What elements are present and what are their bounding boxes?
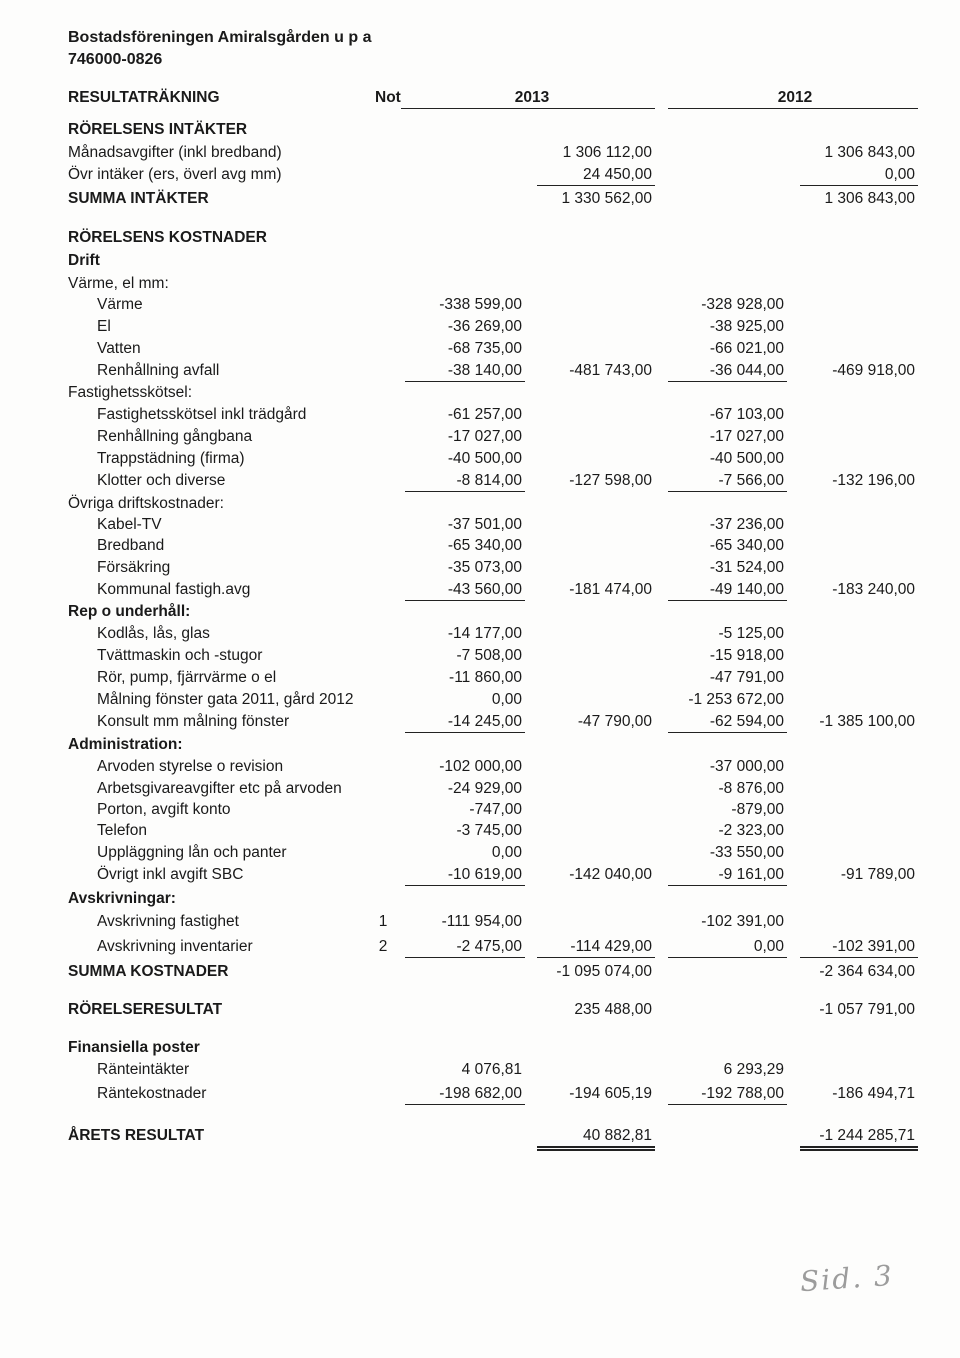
line-item-label: Värme xyxy=(97,296,143,313)
amount-2012: -192 788,00 xyxy=(668,1084,787,1105)
amount-2013: -36 269,00 xyxy=(447,318,522,335)
line-item-row xyxy=(0,912,960,936)
line-item-row xyxy=(0,361,960,385)
net-result-2012: -1 244 285,71 xyxy=(800,1126,918,1151)
group-heading: Finansiella poster xyxy=(68,1039,200,1056)
line-item-label: Ränteintäkter xyxy=(97,1061,190,1078)
section-heading-row xyxy=(0,228,960,252)
line-item-label: Avskrivning fastighet xyxy=(97,913,239,930)
amount-2013: -111 954,00 xyxy=(441,913,522,930)
line-item-row xyxy=(0,317,960,341)
amount-2013: -14 245,00 xyxy=(405,712,525,733)
line-item-row xyxy=(0,712,960,736)
subtotal-2013: -114 429,00 xyxy=(537,937,655,958)
amount-2013: -102 000,00 xyxy=(439,758,522,775)
line-item-row xyxy=(0,690,960,714)
year-current-header: 2013 xyxy=(401,88,655,109)
subtotal-2012: -183 240,00 xyxy=(832,581,915,598)
line-item-row xyxy=(0,646,960,670)
total-2012: -2 364 634,00 xyxy=(819,963,915,980)
line-item-label: Uppläggning lån och panter xyxy=(97,844,287,861)
line-item-row xyxy=(0,449,960,473)
subtotal-2012: -469 918,00 xyxy=(832,362,915,379)
line-item-label: Klotter och diverse xyxy=(97,472,226,489)
amount-2012: -2 323,00 xyxy=(718,822,784,839)
total-label: SUMMA INTÄKTER xyxy=(68,190,209,207)
amount-2012: -49 140,00 xyxy=(668,580,787,601)
line-item-label: Kommunal fastigh.avg xyxy=(97,581,251,598)
line-item-row xyxy=(0,536,960,560)
note-reference: 2 xyxy=(378,938,388,955)
statement-title: RESULTATRÄKNING xyxy=(68,89,220,106)
total-label: SUMMA KOSTNADER xyxy=(68,963,229,980)
subtotal-2013: -481 743,00 xyxy=(569,362,652,379)
line-item-label: Porton, avgift konto xyxy=(97,801,231,818)
handwritten-page-number: Sid. 3 xyxy=(798,1258,895,1299)
amount-2012: 1 306 843,00 xyxy=(824,144,915,161)
amount-2012: -7 566,00 xyxy=(668,471,787,492)
amount-2012: -15 918,00 xyxy=(709,647,784,664)
line-item-row xyxy=(0,295,960,319)
line-item-row xyxy=(0,1084,960,1108)
group-heading-row xyxy=(0,889,960,913)
line-item-label: Försäkring xyxy=(97,559,171,576)
amount-2012: -36 044,00 xyxy=(668,361,787,382)
amount-2013: -747,00 xyxy=(469,801,522,818)
line-item-row xyxy=(0,668,960,692)
group-heading-row xyxy=(0,735,960,759)
line-item-row xyxy=(0,580,960,604)
amount-2013: -35 073,00 xyxy=(447,559,522,576)
line-item-label: Arbetsgivareavgifter etc på arvoden xyxy=(97,780,342,797)
subtotal-2013: -47 790,00 xyxy=(577,713,652,730)
subtotal-2012: -132 196,00 xyxy=(832,472,915,489)
amount-2012: -65 340,00 xyxy=(709,537,784,554)
amount-2012: -62 594,00 xyxy=(668,712,787,733)
line-item-label: Målning fönster gata 2011, gård 2012 xyxy=(97,691,354,708)
operating-result-label: RÖRELSERESULTAT xyxy=(68,1001,223,1018)
amount-2013: -10 619,00 xyxy=(405,865,525,886)
group-heading: Administration: xyxy=(68,736,183,753)
amount-2012: -5 125,00 xyxy=(718,625,784,642)
amount-2012: -40 500,00 xyxy=(709,450,784,467)
line-item-label: Renhållning avfall xyxy=(97,362,220,379)
section-heading: RÖRELSENS KOSTNADER xyxy=(68,229,267,246)
note-column-header: Not xyxy=(375,89,401,106)
total-2013: 1 330 562,00 xyxy=(561,190,652,207)
line-item-label: Trappstädning (firma) xyxy=(97,450,245,467)
org-number-row xyxy=(0,50,960,74)
section-heading: RÖRELSENS INTÄKTER xyxy=(68,121,248,138)
subtotal-2012: -91 789,00 xyxy=(840,866,915,883)
line-item-label: Övrigt inkl avgift SBC xyxy=(97,866,244,883)
total-row xyxy=(0,1000,960,1024)
amount-2012: -1 253 672,00 xyxy=(688,691,784,708)
total-2013: -1 095 074,00 xyxy=(556,963,652,980)
line-item-row xyxy=(0,821,960,845)
total-row xyxy=(0,189,960,213)
year-previous-header: 2012 xyxy=(668,88,918,109)
line-item-row xyxy=(0,558,960,582)
net-result-row xyxy=(0,1126,960,1150)
line-item-label: Kabel-TV xyxy=(97,516,162,533)
subtotal-2013: -181 474,00 xyxy=(569,581,652,598)
amount-2012: -17 027,00 xyxy=(709,428,784,445)
amount-2013: -24 929,00 xyxy=(447,780,522,797)
group-heading: Övriga driftskostnader: xyxy=(68,495,224,512)
amount-2012: -66 021,00 xyxy=(709,340,784,357)
group-heading-row xyxy=(0,1038,960,1062)
line-item-label: Renhållning gångbana xyxy=(97,428,253,445)
amount-2012: -37 236,00 xyxy=(709,516,784,533)
amount-2012: -47 791,00 xyxy=(709,669,784,686)
amount-2013: -43 560,00 xyxy=(405,580,525,601)
line-item-row xyxy=(0,405,960,429)
line-item-row xyxy=(0,471,960,495)
amount-2012: -37 000,00 xyxy=(709,758,784,775)
amount-2013: -68 735,00 xyxy=(447,340,522,357)
amount-2012: -67 103,00 xyxy=(709,406,784,423)
line-item-label: Tvättmaskin och -stugor xyxy=(97,647,263,664)
org-number: 746000-0826 xyxy=(68,51,163,68)
line-item-row xyxy=(0,339,960,363)
group-heading: Fastighetsskötsel: xyxy=(68,384,193,401)
amount-2013: -65 340,00 xyxy=(447,537,522,554)
amount-2012: -8 876,00 xyxy=(718,780,784,797)
amount-2013: -3 745,00 xyxy=(456,822,522,839)
subtotal-2013: -194 605,19 xyxy=(569,1085,652,1102)
line-item-label: Arvoden styrelse o revision xyxy=(97,758,284,775)
line-item-row xyxy=(0,143,960,167)
org-name: Bostadsföreningen Amiralsgården u p a xyxy=(68,29,372,46)
subtotal-2013: -127 598,00 xyxy=(569,472,652,489)
line-item-label: Månadsavgifter (inkl bredband) xyxy=(68,144,282,161)
amount-2013: 0,00 xyxy=(491,844,522,861)
line-item-label: Bredband xyxy=(97,537,165,554)
amount-2013: 1 306 112,00 xyxy=(562,144,652,161)
group-heading-row xyxy=(0,602,960,626)
note-reference: 1 xyxy=(378,913,388,930)
line-item-label: Räntekostnader xyxy=(97,1085,207,1102)
amount-2012: -33 550,00 xyxy=(709,844,784,861)
line-item-label: Vatten xyxy=(97,340,141,357)
subtotal-2012: -102 391,00 xyxy=(800,937,918,958)
line-item-label: El xyxy=(97,318,111,335)
line-item-row xyxy=(0,757,960,781)
operating-result-2013: 235 488,00 xyxy=(574,1001,652,1018)
line-item-label: Fastighetsskötsel inkl trädgård xyxy=(97,406,307,423)
amount-2012: 0,00 xyxy=(668,937,787,958)
line-item-row xyxy=(0,843,960,867)
amount-2012: 6 293,29 xyxy=(723,1061,784,1078)
amount-2012: 0,00 xyxy=(800,165,918,186)
amount-2013: -2 475,00 xyxy=(405,937,525,958)
line-item-label: Övr intäker (ers, överl avg mm) xyxy=(68,166,282,183)
line-item-row xyxy=(0,1060,960,1084)
amount-2012: -9 161,00 xyxy=(668,865,787,886)
statement-header-row xyxy=(0,88,960,112)
subtotal-2013: -142 040,00 xyxy=(569,866,652,883)
amount-2013: 0,00 xyxy=(491,691,522,708)
line-item-row xyxy=(0,624,960,648)
subtotal-2012: -1 385 100,00 xyxy=(819,713,915,730)
amount-2012: -102 391,00 xyxy=(701,913,784,930)
org-header-row xyxy=(0,28,960,52)
amount-2012: -879,00 xyxy=(731,801,784,818)
amount-2013: -11 860,00 xyxy=(449,669,522,686)
line-item-row xyxy=(0,427,960,451)
line-item-label: Kodlås, lås, glas xyxy=(97,625,210,642)
net-result-2013: 40 882,81 xyxy=(537,1126,655,1151)
operating-result-2012: -1 057 791,00 xyxy=(819,1001,915,1018)
group-heading-row xyxy=(0,383,960,407)
amount-2013: -37 501,00 xyxy=(447,516,522,533)
subtotal-2012: -186 494,71 xyxy=(832,1085,915,1102)
group-heading: Värme, el mm: xyxy=(68,275,169,292)
total-2012: 1 306 843,00 xyxy=(824,190,915,207)
amount-2013: 4 076,81 xyxy=(461,1061,522,1078)
amount-2013: -14 177,00 xyxy=(447,625,522,642)
amount-2013: -61 257,00 xyxy=(447,406,522,423)
line-item-row xyxy=(0,937,960,961)
amount-2013: -7 508,00 xyxy=(456,647,522,664)
amount-2013: -198 682,00 xyxy=(405,1084,525,1105)
line-item-label: Avskrivning inventarier xyxy=(97,938,253,955)
amount-2013: -8 814,00 xyxy=(405,471,525,492)
amount-2013: -338 599,00 xyxy=(439,296,522,313)
group-heading: Avskrivningar: xyxy=(68,890,176,907)
group-heading: Rep o underhåll: xyxy=(68,603,191,620)
amount-2013: -40 500,00 xyxy=(447,450,522,467)
line-item-row xyxy=(0,865,960,889)
amount-2013: -17 027,00 xyxy=(447,428,522,445)
amount-2012: -31 524,00 xyxy=(709,559,784,576)
subsection-heading: Drift xyxy=(68,252,100,269)
total-row xyxy=(0,962,960,986)
subsection-heading-row xyxy=(0,251,960,275)
line-item-row xyxy=(0,165,960,189)
amount-2013: 24 450,00 xyxy=(537,165,655,186)
amount-2012: -328 928,00 xyxy=(701,296,784,313)
net-result-label: ÅRETS RESULTAT xyxy=(68,1127,205,1144)
section-heading-row xyxy=(0,120,960,144)
line-item-label: Konsult mm målning fönster xyxy=(97,713,290,730)
line-item-label: Telefon xyxy=(97,822,147,839)
amount-2012: -38 925,00 xyxy=(709,318,784,335)
line-item-label: Rör, pump, fjärrvärme o el xyxy=(97,669,277,686)
amount-2013: -38 140,00 xyxy=(405,361,525,382)
